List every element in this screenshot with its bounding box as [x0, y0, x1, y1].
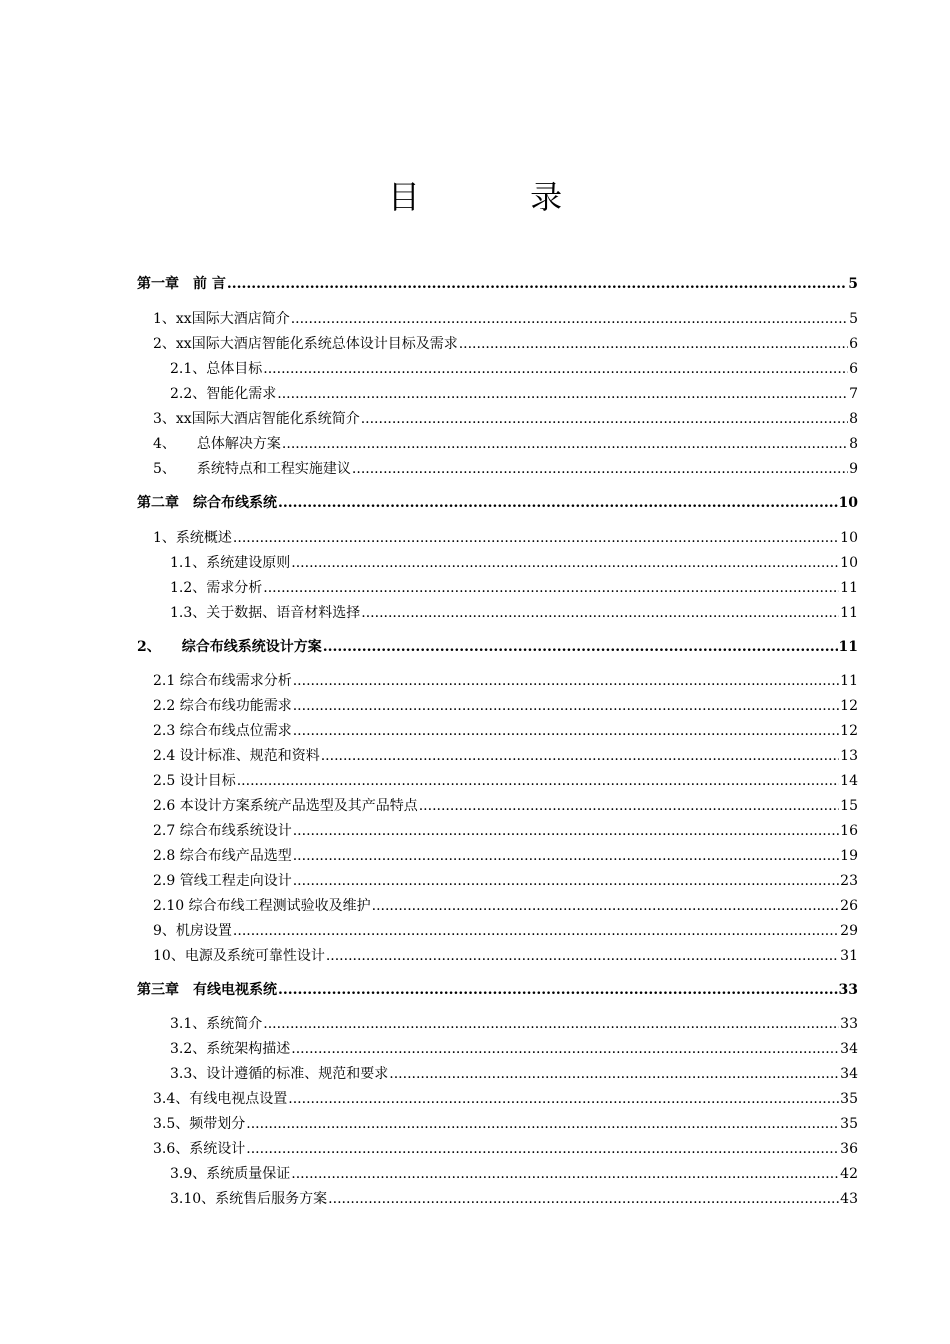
toc-entry-label: 3.9、系统质量保证 — [170, 1166, 291, 1182]
toc-entry[interactable] — [153, 720, 858, 742]
toc-leader-dots — [293, 820, 839, 842]
toc-page-number: 43 — [840, 1191, 858, 1207]
toc-entry[interactable] — [170, 552, 858, 574]
toc-leader-dots — [361, 408, 848, 430]
toc-leader-dots — [282, 433, 848, 455]
toc-leader-dots — [227, 273, 847, 295]
toc-entry-label: 2.1 综合布线需求分析 — [153, 673, 292, 689]
toc-entry-label: 第一章 前 言 — [137, 276, 226, 292]
toc-page-number: 34 — [840, 1066, 858, 1082]
toc-page-number: 10 — [840, 555, 858, 571]
toc-leader-dots — [278, 979, 838, 1001]
toc-entry-label: 2.9 管线工程走向设计 — [153, 873, 292, 889]
toc-leader-dots — [291, 308, 848, 330]
toc-chapter[interactable] — [137, 979, 858, 1001]
toc-entry-label: 5、 系统特点和工程实施建议 — [153, 461, 351, 477]
toc-leader-dots — [246, 1138, 839, 1160]
toc-entry[interactable] — [153, 1113, 858, 1135]
toc-entry[interactable] — [153, 920, 858, 942]
toc-entry[interactable] — [153, 745, 858, 767]
toc-page-number: 11 — [840, 580, 858, 596]
toc-page-number: 34 — [840, 1041, 858, 1057]
toc-leader-dots — [459, 333, 848, 355]
toc-entry[interactable] — [153, 695, 858, 717]
toc-leader-dots — [293, 720, 839, 742]
toc-leader-dots — [361, 602, 839, 624]
toc-entry-label: 2.6 本设计方案系统产品选型及其产品特点 — [153, 798, 418, 814]
toc-leader-dots — [291, 1163, 839, 1185]
toc-entry[interactable] — [170, 577, 858, 599]
toc-entry[interactable] — [170, 1188, 858, 1210]
toc-page-number: 10 — [838, 495, 858, 511]
toc-leader-dots — [389, 1063, 839, 1085]
toc-entry-label: 2.10 综合布线工程测试验收及维护 — [153, 898, 371, 914]
toc-page-number: 26 — [840, 898, 858, 914]
toc-page-number: 33 — [838, 982, 858, 998]
toc-entry-label: 2、xx国际大酒店智能化系统总体设计目标及需求 — [153, 336, 458, 352]
toc-entry-label: 2、 综合布线系统设计方案 — [137, 639, 322, 655]
toc-entry[interactable] — [153, 845, 858, 867]
toc-page-number: 12 — [840, 723, 858, 739]
toc-page-number: 8 — [849, 436, 858, 452]
page-title: 目 录 — [387, 178, 613, 216]
toc-page-number: 10 — [840, 530, 858, 546]
toc-entry-label: 3.1、系统简介 — [170, 1016, 263, 1032]
toc-entry[interactable] — [153, 945, 858, 967]
toc-entry-label: 3.3、设计遵循的标准、规范和要求 — [170, 1066, 389, 1082]
toc-entry[interactable] — [153, 433, 858, 455]
toc-entry[interactable] — [153, 670, 858, 692]
toc-entry-label: 1.3、关于数据、语音材料选择 — [170, 605, 361, 621]
toc-page-number: 16 — [840, 823, 858, 839]
toc-entry[interactable] — [153, 308, 858, 330]
toc-page-number: 6 — [849, 336, 858, 352]
toc-page-number: 13 — [840, 748, 858, 764]
toc-entry-label: 第二章 综合布线系统 — [137, 495, 277, 511]
toc-leader-dots — [372, 895, 840, 917]
toc-page-number: 19 — [840, 848, 858, 864]
toc-leader-dots — [326, 945, 839, 967]
toc-entry[interactable] — [153, 1088, 858, 1110]
toc-entry-label: 3、xx国际大酒店智能化系统简介 — [153, 411, 360, 427]
toc-entry-label: 2.3 综合布线点位需求 — [153, 723, 292, 739]
toc-leader-dots — [291, 1038, 839, 1060]
toc-entry[interactable] — [153, 870, 858, 892]
toc-entry-label: 2.1、总体目标 — [170, 361, 263, 377]
toc-entry[interactable] — [153, 795, 858, 817]
toc-entry-label: 第三章 有线电视系统 — [137, 982, 277, 998]
toc-page-number: 9 — [849, 461, 858, 477]
toc-page-number: 29 — [840, 923, 858, 939]
toc-entry-label: 3.5、频带划分 — [153, 1116, 246, 1132]
toc-page-number: 11 — [840, 673, 858, 689]
toc-entry[interactable] — [153, 333, 858, 355]
toc-entry-label: 2.4 设计标准、规范和资料 — [153, 748, 320, 764]
toc-entry[interactable] — [153, 458, 858, 480]
toc-page-number: 35 — [840, 1091, 858, 1107]
toc-entry-label: 1、系统概述 — [153, 530, 232, 546]
toc-entry[interactable] — [153, 1138, 858, 1160]
toc-entry[interactable] — [153, 820, 858, 842]
toc-leader-dots — [263, 358, 848, 380]
toc-entry-label: 1、xx国际大酒店简介 — [153, 311, 290, 327]
toc-leader-dots — [293, 670, 839, 692]
toc-entry[interactable] — [170, 358, 858, 380]
toc-page-number: 7 — [849, 386, 858, 402]
toc-leader-dots — [323, 636, 838, 658]
toc-leader-dots — [278, 492, 838, 514]
toc-leader-dots — [328, 1188, 839, 1210]
toc-page-number: 36 — [840, 1141, 858, 1157]
toc-page-number: 8 — [849, 411, 858, 427]
toc-leader-dots — [288, 1088, 839, 1110]
toc-page-number: 15 — [840, 798, 858, 814]
toc-page-number: 31 — [840, 948, 858, 964]
toc-entry[interactable] — [170, 1013, 858, 1035]
toc-page-number: 5 — [848, 276, 858, 292]
toc-page-number: 42 — [840, 1166, 858, 1182]
toc-page-number: 11 — [838, 639, 858, 655]
toc-entry-label: 2.5 设计目标 — [153, 773, 236, 789]
toc-page-number: 14 — [840, 773, 858, 789]
toc-entry-label: 3.6、系统设计 — [153, 1141, 246, 1157]
toc-chapter[interactable] — [137, 273, 858, 295]
toc-leader-dots — [321, 745, 839, 767]
toc-entry-label: 1.1、系统建设原则 — [170, 555, 291, 571]
toc-entry[interactable] — [153, 895, 858, 917]
toc-leader-dots — [293, 870, 839, 892]
toc-entry-label: 2.8 综合布线产品选型 — [153, 848, 292, 864]
toc-entry[interactable] — [153, 770, 858, 792]
toc-leader-dots — [263, 577, 839, 599]
toc-page-number: 23 — [840, 873, 858, 889]
toc-chapter[interactable] — [137, 636, 858, 658]
toc-leader-dots — [233, 527, 839, 549]
toc-entry[interactable] — [153, 527, 858, 549]
toc-entry[interactable] — [170, 383, 858, 405]
toc-leader-dots — [263, 1013, 839, 1035]
toc-entry[interactable] — [153, 408, 858, 430]
toc-entry-label: 3.2、系统架构描述 — [170, 1041, 291, 1057]
toc-entry-label: 3.10、系统售后服务方案 — [170, 1191, 328, 1207]
toc-page-number: 11 — [840, 605, 858, 621]
toc-leader-dots — [237, 770, 839, 792]
toc-leader-dots — [246, 1113, 839, 1135]
toc-entry-label: 4、 总体解决方案 — [153, 436, 281, 452]
toc-entry-label: 2.2、智能化需求 — [170, 386, 277, 402]
toc-leader-dots — [293, 845, 839, 867]
toc-entry-label: 2.7 综合布线系统设计 — [153, 823, 292, 839]
toc-page-number: 12 — [840, 698, 858, 714]
toc-page-number: 33 — [840, 1016, 858, 1032]
toc-entry[interactable] — [170, 1163, 858, 1185]
toc-entry-label: 3.4、有线电视点设置 — [153, 1091, 288, 1107]
toc-entry-label: 10、电源及系统可靠性设计 — [153, 948, 325, 964]
toc-entry[interactable] — [170, 1063, 858, 1085]
toc-entry[interactable] — [170, 602, 858, 624]
toc-chapter[interactable] — [137, 492, 858, 514]
toc-leader-dots — [233, 920, 839, 942]
toc-entry-label: 1.2、需求分析 — [170, 580, 263, 596]
toc-leader-dots — [352, 458, 848, 480]
toc-leader-dots — [291, 552, 839, 574]
toc-page-number: 6 — [849, 361, 858, 377]
toc-entry-label: 9、机房设置 — [153, 923, 232, 939]
toc-entry[interactable] — [170, 1038, 858, 1060]
toc-leader-dots — [277, 383, 848, 405]
toc-entry-label: 2.2 综合布线功能需求 — [153, 698, 292, 714]
toc-leader-dots — [419, 795, 839, 817]
toc-page-number: 35 — [840, 1116, 858, 1132]
toc-page-number: 5 — [849, 311, 858, 327]
toc-leader-dots — [293, 695, 839, 717]
